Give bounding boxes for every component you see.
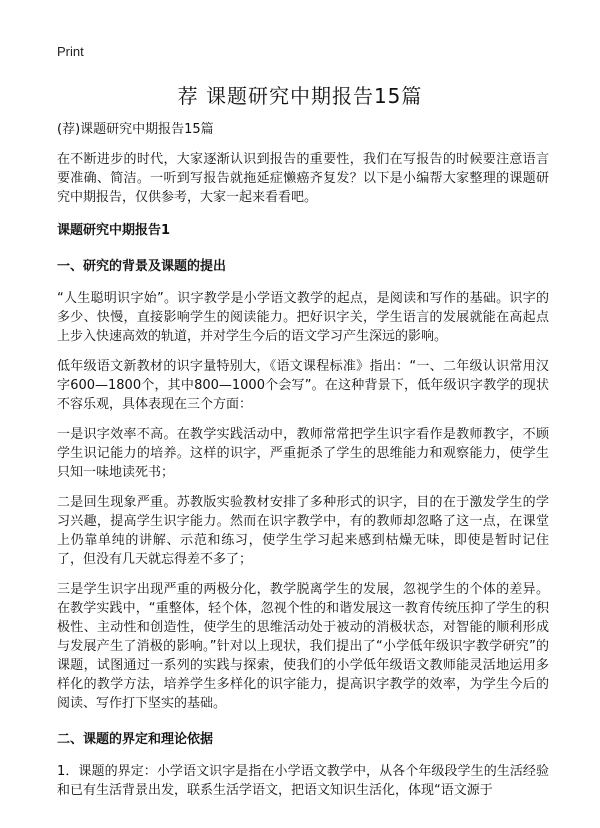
report-heading: 课题研究中期报告1 (57, 223, 171, 238)
article-body (57, 120, 549, 811)
paragraph: 三是学生识字出现严重的两极分化，教学脱离学生的发展，忽视学生的个体的差异。在教学实践中，“重整体，轻个体，忽视个性的和谐发展这一教育传统压抑了学生的积极性、主动性和创造性，使学生的思维活动处于被动的消极状态，对智能的顺利形成与发展产生了消极的影响。”针对以上现状，我们提出了“小学低年级识字教学研究”的课题，试图通过一系列的实践与探索，使我们的小学低年级语文教师能灵活地运用多样化的教学方法，培养学生多样化的识字能力，提高识字教学的效率，为学生今后的阅读、写作打下坚实的基础。 (57, 582, 549, 711)
paragraph: 1．课题的界定：小学语文识字是指在小学语文教学中，从各个年级段学生的生活经验和已有生活背景出发，联系生活学语文，把语文知识生活化，体现“语文源于 (57, 764, 549, 798)
paragraph: 二是回生现象严重。苏教版实验教材安排了多种形式的识字，目的在于激发学生的学习兴趣，提高学生识字能力。然而在识字教学中，有的教师却忽略了这一点，在课堂上仍靠单纯的讲解、示范和练习，使学生学习起来感到枯燥无味，即使是暂时记住了，但没有几天就忘得差不多了； (57, 495, 549, 567)
intro-paragraph: 在不断进步的时代，大家逐渐认识到报告的重要性，我们在写报告的时候要注意语言要准确、简洁。一听到写报告就拖延症懒癌齐复发？以下是小编帮大家整理的课题研究中期报告，仅供参考，大家一起来看看吧。 (57, 152, 549, 205)
article-subtitle: (荐)课题研究中期报告15篇 (57, 122, 214, 137)
paragraph: “人生聪明识字始”。识字教学是小学语文教学的起点，是阅读和写作的基础。识字的多少、快慢，直接影响学生的阅读能力。把好识字关，学生语言的发展就能在高起点上步入快速高效的轨道，并对学生今后的语文学习产生深远的影响。 (57, 291, 549, 344)
section-heading-background: 一、研究的背景及课题的提出 (57, 259, 227, 274)
paragraph: 低年级语文新教材的识字量特别大，《语文课程标准》指出：“一、二年级认识常用汉字600—1800个，其中800—1000个会写”。在这种背景下，低年级识字教学的现状不容乐观，具体表现在三个方面： (57, 359, 549, 412)
print-link[interactable]: Print (57, 44, 84, 59)
section-heading-definition: 二、课题的界定和理论依据 (57, 732, 214, 747)
page-title: 荐 课题研究中期报告15篇 (177, 84, 423, 108)
paragraph: 一是识字效率不高。在教学实践活动中，教师常常把学生识字看作是教师教字，不顾学生识记能力的培养。这样的识字，严重扼杀了学生的思维能力和观察能力，使学生只知一味地读死书； (57, 427, 549, 480)
